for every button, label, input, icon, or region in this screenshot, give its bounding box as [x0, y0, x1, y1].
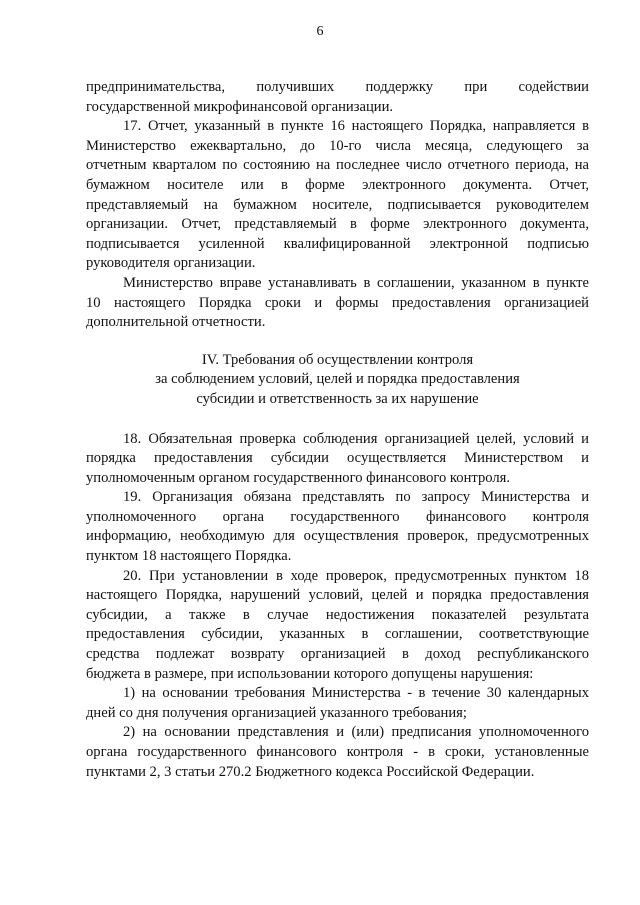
paragraph-18 — [86, 430, 589, 489]
text-line: отчетным кварталом по состоянию на последнее число отчетного периода, на — [86, 157, 589, 174]
paragraph-top-0 — [86, 78, 589, 117]
text-line: 10 настоящего Порядка сроки и формы предоставления организацией — [86, 294, 589, 311]
paragraph-19 — [86, 488, 589, 566]
paragraph-ministry — [86, 274, 589, 333]
text-line: органа государственного финансового контроля - в сроки, установленные — [86, 744, 589, 760]
text-line: информацию, необходимую для осуществления проверок, предусмотренных — [86, 528, 589, 545]
heading-line: за соблюдением условий, целей и порядка предоставления — [155, 371, 520, 388]
document-body — [86, 78, 589, 782]
text-line: 18. Обязательная проверка соблюдения организацией целей, условий и — [123, 430, 589, 447]
text-line: руководителя организации. — [86, 255, 256, 272]
section-heading — [86, 351, 589, 410]
text-line: организации. Отчет, представляемый в форме электронного документа, — [86, 216, 589, 233]
page-number: 6 — [316, 24, 324, 39]
paragraph-20 — [86, 567, 589, 685]
text-line: 17. Отчет, указанный в пункте 16 настоящего Порядка, направляется в — [123, 118, 589, 135]
text-line: представляемый на бумажном носителе, подписывается руководителем — [86, 196, 589, 213]
list-item-2 — [86, 723, 589, 782]
text-line: пунктом 18 настоящего Порядка. — [86, 548, 292, 565]
text-line: 1) на основании требования Министерства - в течение 30 календарных — [123, 685, 589, 702]
text-line: Министерство вправе устанавливать в соглашении, указанном в пункте — [123, 274, 589, 291]
text-line: Министерство ежеквартально, до 10-го числа месяца, следующего за — [86, 137, 589, 154]
text-line: дополнительной отчетности. — [86, 314, 266, 331]
text-line: 19. Организация обязана представлять по запросу Министерства и — [123, 489, 589, 506]
text-line: порядка предоставления субсидии осуществляется Министерством и — [86, 450, 589, 467]
text-line: дней со дня получения организацией указанного требования; — [86, 704, 467, 721]
paragraph-17 — [86, 117, 589, 274]
text-line: государственной микрофинансовой организации. — [86, 98, 394, 115]
list-item-1 — [86, 684, 589, 723]
text-line: 20. При установлении в ходе проверок, предусмотренных пунктом 18 — [123, 567, 589, 584]
text-line: уполномоченным органом государственного финансового контроля. — [86, 469, 510, 486]
text-line: средства подлежат возврату организацией в доход республиканского — [86, 646, 589, 663]
text-line: предпринимательства, получивших поддержку при содействии — [86, 79, 589, 95]
text-line: бюджета в размере, при использовании которого допущены нарушения: — [86, 665, 534, 682]
heading-line: IV. Требования об осуществлении контроля — [201, 351, 474, 368]
text-line: субсидии, а также в случае недостижения показателей результата — [86, 606, 589, 623]
text-line: уполномоченного органа государственного финансового контроля — [86, 508, 589, 525]
text-line: предоставления субсидии, указанных в соглашении, соответствующие — [86, 626, 589, 643]
text-line: пунктами 2, 3 статьи 270.2 Бюджетного кодекса Российской Федерации. — [86, 763, 535, 780]
text-line: подписывается усиленной квалифицированной электронной подписью — [86, 235, 589, 252]
text-line: 2) на основании представления и (или) предписания уполномоченного — [123, 724, 589, 741]
heading-line: субсидии и ответственность за их нарушение — [196, 390, 479, 407]
text-line: настоящего Порядка, нарушений условий, целей и порядка предоставления — [86, 587, 589, 604]
text-line: бумажном носителе или в форме электронного документа. Отчет, — [86, 176, 589, 193]
